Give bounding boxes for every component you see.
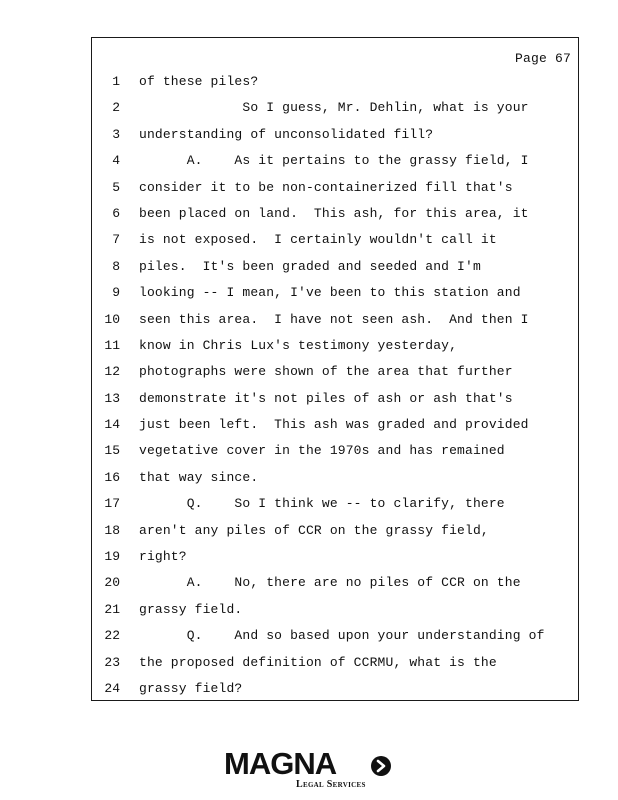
transcript-line [92, 180, 578, 206]
transcript-line [92, 470, 578, 496]
transcript-line [92, 127, 578, 153]
line-text: vegetative cover in the 1970s and has remained [139, 443, 505, 459]
line-number: 15 [104, 443, 120, 459]
transcript-line [92, 312, 578, 338]
line-number: 11 [104, 337, 120, 353]
line-text: the proposed definition of CCRMU, what is the [139, 654, 497, 670]
magna-logo [224, 748, 394, 792]
logo-wordmark: MAGNA [224, 746, 337, 781]
line-text: grassy field. [139, 601, 243, 617]
line-text: grassy field? [139, 680, 243, 696]
transcript-lines [92, 74, 578, 707]
line-text: Q. And so based upon your understanding of [139, 628, 545, 644]
transcript-line [92, 206, 578, 232]
line-text: So I guess, Mr. Dehlin, what is your [139, 100, 529, 116]
transcript-line [92, 259, 578, 285]
transcript-line [92, 443, 578, 469]
line-number: 16 [104, 469, 120, 485]
line-text: been placed on land. This ash, for this area, it [139, 205, 529, 221]
line-number: 4 [112, 153, 120, 169]
line-number: 8 [112, 258, 120, 274]
line-text: A. No, there are no piles of CCR on the [139, 575, 521, 591]
line-text: looking -- I mean, I've been to this station and [139, 285, 521, 301]
transcript-line [92, 391, 578, 417]
transcript-line [92, 338, 578, 364]
line-text: is not exposed. I certainly wouldn't call it [139, 232, 497, 248]
line-number: 17 [104, 496, 120, 512]
line-number: 23 [104, 654, 120, 670]
transcript-line [92, 602, 578, 628]
line-text: aren't any piles of CCR on the grassy field, [139, 522, 489, 538]
line-number: 22 [104, 628, 120, 644]
line-number: 1 [112, 74, 120, 89]
transcript-line [92, 628, 578, 654]
transcript-line [92, 74, 578, 100]
line-text: demonstrate it's not piles of ash or ash that's [139, 390, 513, 406]
line-text: piles. It's been graded and seeded and I'm [139, 258, 481, 274]
chevron-circle-icon [370, 755, 392, 777]
line-number: 14 [104, 417, 120, 433]
line-text: consider it to be non-containerized fill that's [139, 179, 513, 195]
line-text: A. As it pertains to the grassy field, I [139, 153, 529, 169]
transcript-line [92, 655, 578, 681]
line-number: 9 [112, 285, 120, 301]
line-number: 24 [104, 680, 120, 696]
line-number: 6 [112, 205, 120, 221]
line-text: right? [139, 549, 187, 565]
line-number: 10 [104, 311, 120, 327]
line-number: 21 [104, 601, 120, 617]
line-text: know in Chris Lux's testimony yesterday, [139, 337, 458, 353]
transcript-line [92, 523, 578, 549]
line-text: that way since. [139, 469, 259, 485]
transcript-line [92, 549, 578, 575]
transcript-line [92, 232, 578, 258]
line-text: understanding of unconsolidated fill? [139, 126, 434, 142]
logo-subtitle: Legal Services [296, 779, 366, 790]
transcript-line [92, 496, 578, 522]
transcript-line [92, 575, 578, 601]
line-number: 13 [104, 390, 120, 406]
line-number: 20 [104, 575, 120, 591]
page-number: Page 67 [514, 51, 571, 66]
transcript-line [92, 285, 578, 311]
line-number: 7 [112, 232, 120, 248]
line-text: of these piles? [139, 74, 259, 89]
line-text: seen this area. I have not seen ash. And then I [139, 311, 529, 327]
line-text: photographs were shown of the area that further [139, 364, 513, 380]
transcript-page [91, 37, 579, 701]
line-text: just been left. This ash was graded and provided [139, 417, 529, 433]
line-number: 19 [104, 549, 120, 565]
transcript-line [92, 100, 578, 126]
transcript-line [92, 417, 578, 443]
line-text: Q. So I think we -- to clarify, there [139, 496, 505, 512]
line-number: 5 [112, 179, 120, 195]
line-number: 12 [104, 364, 120, 380]
line-number: 2 [112, 100, 120, 116]
transcript-line [92, 364, 578, 390]
line-number: 3 [112, 126, 120, 142]
transcript-line [92, 153, 578, 179]
transcript-line [92, 681, 578, 707]
line-number: 18 [104, 522, 120, 538]
